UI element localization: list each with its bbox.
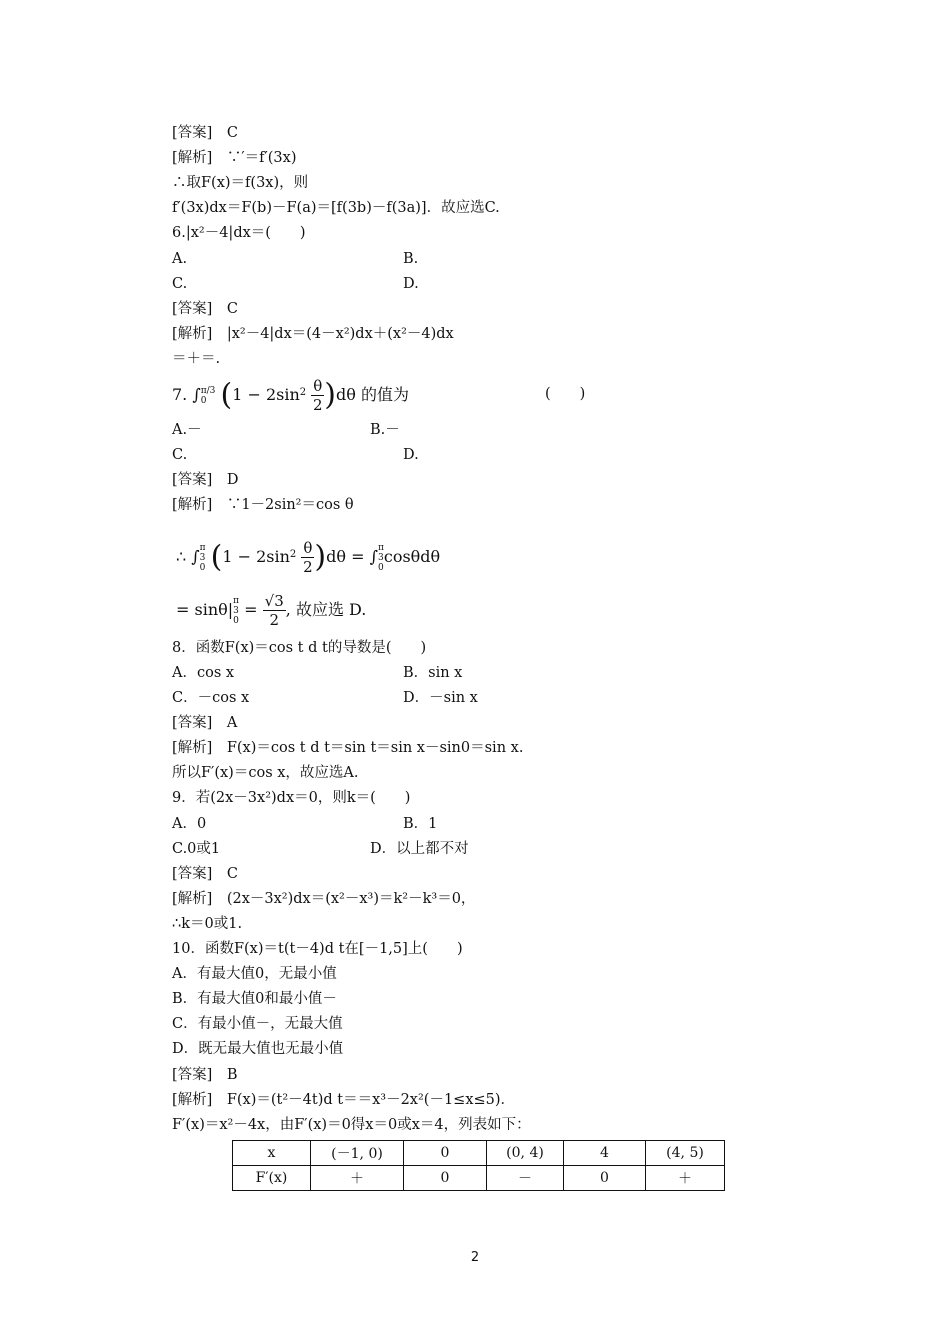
option-a: A．有最大值0，无最小值 [172, 966, 337, 982]
analysis-line: 所以F′(x)＝cos x，故应选A. [172, 765, 359, 781]
analysis-line: ＝＋＝. [172, 351, 221, 367]
table-cell: 0 [404, 1166, 487, 1191]
analysis-line: [解析] |x²－4|dx＝(4－x²)dx＋(x²－4)dx [172, 326, 454, 342]
answer-label: [答案] B [172, 1067, 238, 1083]
table-cell: 0 [564, 1166, 646, 1191]
option-a: A．0 [172, 816, 207, 832]
option-d: D．既无最大值也无最小值 [172, 1041, 344, 1057]
option-c: C. [172, 447, 188, 463]
analysis-line: [解析] ∵1－2sin²＝cos θ [172, 497, 354, 513]
analysis-line: [解析] F(x)＝cos t d t＝sin t＝sin x－sin0＝sin x. [172, 740, 524, 756]
solution-formula-2: = sinθ|π 3 0 = $\frac{√3}{2}$ , 故应选 D. [176, 592, 367, 629]
table-cell: x [233, 1141, 311, 1166]
analysis-line: [解析] F(x)＝(t²－4t)d t＝＝x³－2x²(－1≤x≤5)． [172, 1092, 516, 1108]
table-cell: (0, 4) [487, 1141, 564, 1166]
answer-label: [答案] C [172, 301, 238, 317]
option-a: A.－ [172, 422, 202, 438]
table-row [233, 1141, 725, 1166]
option-d: D. [403, 276, 419, 292]
question-number: 7. [172, 385, 188, 404]
answer-blank: ( ) [545, 386, 586, 402]
option-b: B．sin x [403, 665, 463, 681]
table-cell: － [487, 1166, 564, 1191]
option-b: B. [403, 251, 419, 267]
option-b: B．1 [403, 816, 438, 832]
question-8: 8．函数F(x)＝cos t d t的导数是( ) [172, 640, 427, 656]
option-a: A. [172, 251, 188, 267]
answer-label: [答案] D [172, 472, 239, 488]
sign-table [232, 1140, 725, 1191]
analysis-line: [解析] (2x－3x²)dx＝(x²－x³)＝k²－k³＝0， [172, 891, 476, 907]
question-7: 7. ∫π/3 0 ($1 - 2\sin^2$ $\frac{\theta}{2}$ )dθ 的值为 [172, 377, 409, 414]
page-number: 2 [470, 1250, 480, 1265]
integral-sign: ∫ [192, 385, 201, 404]
analysis-line: ∴k＝0或1. [172, 916, 243, 932]
option-c: C. [172, 276, 188, 292]
analysis-line: f′(3x)dx＝F(b)－F(a)＝[f(3b)－f(3a)]．故应选C. [172, 200, 500, 216]
answer-label: [答案] C [172, 866, 238, 882]
table-cell: (－1, 0) [311, 1141, 404, 1166]
answer-label: [答案] C [172, 125, 238, 141]
table-cell: F′(x) [233, 1166, 311, 1191]
integral-limits: π/3 0 [200, 385, 216, 406]
option-b: B．有最大值0和最小值－ [172, 991, 337, 1007]
question-10: 10．函数F(x)＝t(t－4)d t在[－1,5]上( ) [172, 941, 463, 957]
table-row [233, 1166, 725, 1191]
table-cell: 4 [564, 1141, 646, 1166]
option-d: D．以上都不对 [370, 841, 469, 857]
option-a: A．cos x [172, 665, 235, 681]
option-c: C．－cos x [172, 690, 250, 706]
question-9: 9．若(2x－3x²)dx＝0，则k＝( ) [172, 790, 411, 806]
option-d: D．－sin x [403, 690, 478, 706]
table-cell: ＋ [646, 1166, 725, 1191]
table-cell: 0 [404, 1141, 487, 1166]
option-c: C.0或1 [172, 841, 221, 857]
table-cell: (4, 5) [646, 1141, 725, 1166]
question-6: 6.|x²－4|dx＝( ) [172, 225, 306, 241]
solution-formula-1: ∴ ∫π 3 0 ($1 - 2\sin^2$ $\frac{\theta}{2}$ )dθ = ∫π 3 0cosθdθ [176, 539, 441, 576]
option-c: C．有最小值－，无最大值 [172, 1016, 343, 1032]
analysis-line: F′(x)＝x²－4x，由F′(x)＝0得x＝0或x＝4，列表如下： [172, 1117, 531, 1133]
option-d: D. [403, 447, 419, 463]
analysis-line: [解析] ∵′＝f′(3x) [172, 150, 297, 166]
table-cell: ＋ [311, 1166, 404, 1191]
answer-label: [答案] A [172, 715, 238, 731]
analysis-line: ∴取F(x)＝f(3x)，则 [172, 175, 309, 191]
formula-tail: dθ 的值为 [336, 385, 409, 404]
option-b: B.－ [370, 422, 400, 438]
